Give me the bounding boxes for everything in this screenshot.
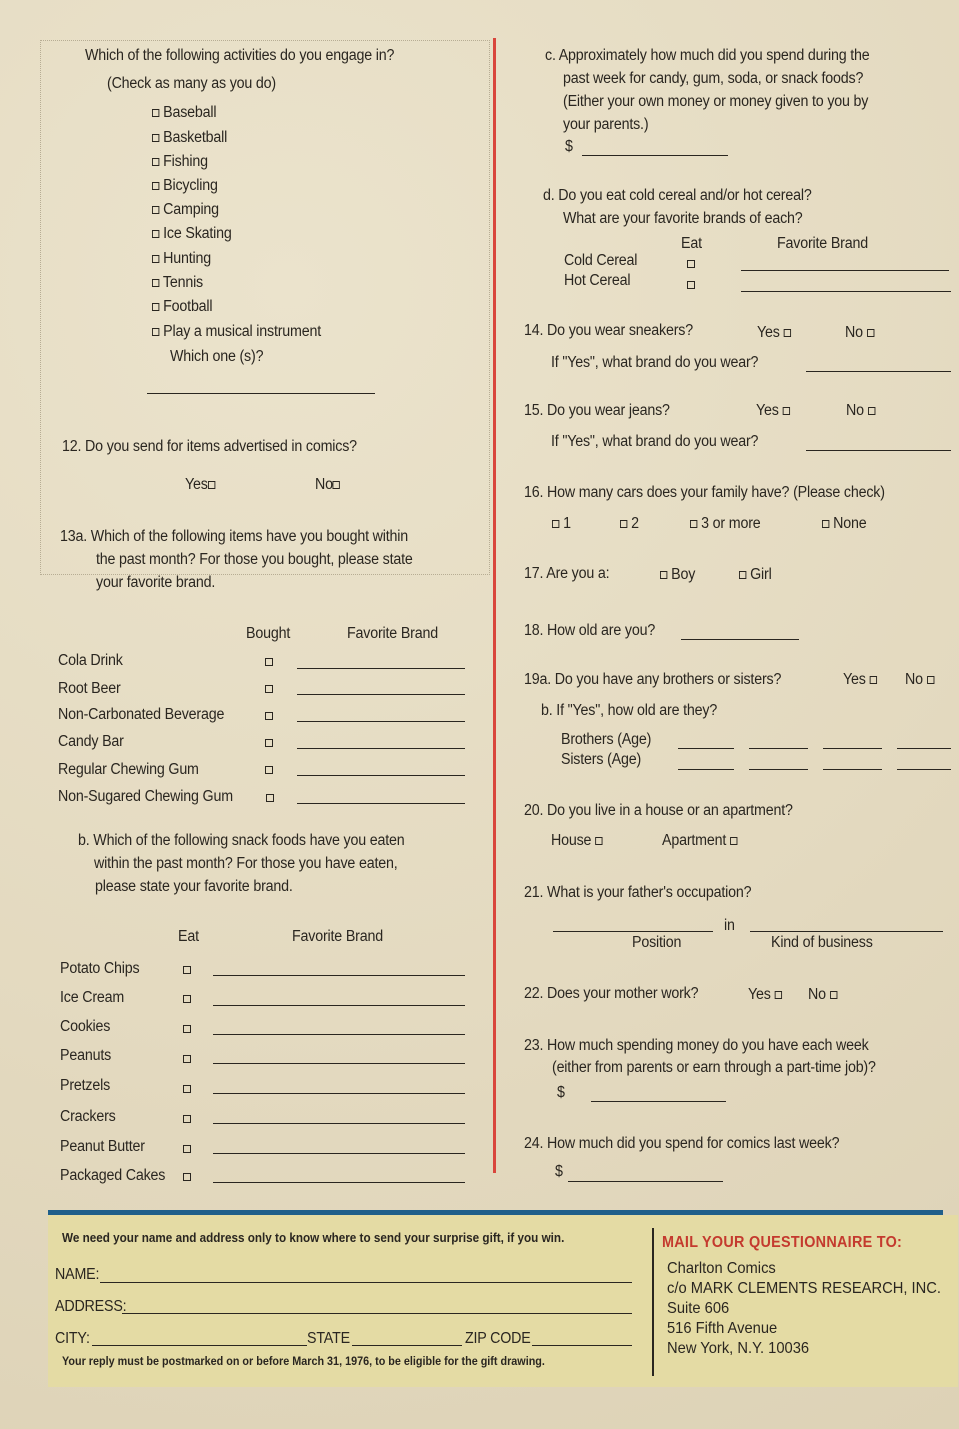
checkbox[interactable]: [774, 991, 781, 999]
q15-followup: If "Yes", what brand do you wear?: [551, 433, 759, 450]
q13c-amount-input[interactable]: [582, 155, 728, 156]
q13b-col-eat: Eat: [178, 928, 199, 945]
address-field[interactable]: [122, 1313, 632, 1314]
q11-option[interactable]: Baseball: [152, 104, 216, 122]
checkbox[interactable]: [595, 837, 602, 845]
q20-house[interactable]: House: [551, 832, 602, 850]
checkbox[interactable]: [152, 109, 159, 117]
checkbox[interactable]: [183, 1055, 191, 1063]
q22-no[interactable]: No: [808, 986, 837, 1004]
checkbox[interactable]: [266, 794, 274, 802]
q13d-col-eat: Eat: [681, 235, 702, 252]
left-question-frame: [40, 40, 490, 575]
q23-line1: 23. How much spending money do you have each week: [524, 1037, 869, 1054]
checkbox[interactable]: [183, 1025, 191, 1033]
checkbox[interactable]: [868, 407, 875, 415]
q22-question: 22. Does your mother work?: [524, 985, 699, 1002]
checkbox[interactable]: [830, 991, 837, 999]
q13b-line3: please state your favorite brand.: [95, 878, 293, 895]
q11-option[interactable]: Hunting: [152, 250, 211, 268]
checkbox[interactable]: [265, 658, 273, 666]
q13d-line2: What are your favorite brands of each?: [563, 210, 803, 227]
checkbox[interactable]: [730, 837, 737, 845]
brand-input[interactable]: [213, 1063, 465, 1064]
zip-label: ZIP CODE: [465, 1330, 531, 1347]
checkbox[interactable]: [183, 995, 191, 1003]
q11-option[interactable]: Football: [152, 298, 212, 316]
checkbox[interactable]: [152, 158, 159, 166]
q11-option[interactable]: Fishing: [152, 153, 208, 171]
q11-option[interactable]: Bicycling: [152, 177, 218, 195]
q13c-line4: your parents.): [563, 116, 649, 133]
brand-input[interactable]: [297, 721, 465, 722]
q13d-col-brand: Favorite Brand: [777, 235, 868, 252]
table-row-label: Non-Carbonated Beverage: [58, 706, 225, 723]
city-label: CITY:: [55, 1330, 90, 1347]
q13c-line2: past week for candy, gum, soda, or snack foods?: [563, 70, 864, 87]
sister-age-input[interactable]: [749, 769, 808, 770]
q11-option[interactable]: Camping: [152, 201, 219, 219]
q15-question: 15. Do you wear jeans?: [524, 402, 670, 419]
q11-option[interactable]: Basketball: [152, 129, 227, 147]
q17-option[interactable]: Boy: [660, 566, 695, 584]
table-row-label: Peanuts: [60, 1047, 112, 1064]
q13c-line3: (Either your own money or money given to you by: [563, 93, 869, 110]
column-divider: [493, 38, 496, 1173]
name-label: NAME:: [55, 1266, 100, 1283]
q14-question: 14. Do you wear sneakers?: [524, 322, 693, 339]
mail-address-line: Charlton Comics: [667, 1260, 776, 1277]
brand-input[interactable]: [297, 775, 465, 776]
q22-yes[interactable]: Yes: [748, 986, 782, 1004]
q19-question: 19a. Do you have any brothers or sisters?: [524, 671, 782, 688]
checkbox[interactable]: [265, 766, 273, 774]
q21-in: in: [724, 917, 735, 934]
checkbox[interactable]: [152, 134, 159, 142]
q14-no[interactable]: No: [845, 324, 874, 342]
table-row-label: Cola Drink: [58, 652, 123, 669]
brand-input[interactable]: [213, 1182, 465, 1183]
table-row-label: Root Beer: [58, 680, 121, 697]
checkbox[interactable]: [783, 329, 790, 337]
checkbox[interactable]: [183, 966, 191, 974]
checkbox[interactable]: [152, 279, 159, 287]
zip-field[interactable]: [532, 1345, 632, 1346]
q14-followup: If "Yes", what brand do you wear?: [551, 354, 759, 371]
q12-question: 12. Do you send for items advertised in comics?: [62, 438, 357, 455]
checkbox[interactable]: [687, 281, 695, 289]
checkbox[interactable]: [822, 520, 829, 528]
sister-age-input[interactable]: [823, 769, 882, 770]
table-row-label: Cold Cereal: [564, 252, 638, 269]
checkbox[interactable]: [867, 329, 874, 337]
checkbox[interactable]: [152, 328, 159, 336]
q24-amount-input[interactable]: [568, 1181, 723, 1182]
mail-address-line: 516 Fifth Avenue: [667, 1320, 778, 1337]
q13a-col-brand: Favorite Brand: [347, 625, 438, 642]
q13a-line1: 13a. Which of the following items have you bought within: [60, 528, 408, 545]
footer-notice: We need your name and address only to know where to send your surprise gift, if you win.: [62, 1230, 565, 1245]
q13b-line1: b. Which of the following snack foods have you eaten: [78, 832, 405, 849]
table-row-label: Potato Chips: [60, 960, 140, 977]
brand-input[interactable]: [297, 694, 465, 695]
sister-age-input[interactable]: [678, 769, 734, 770]
q23-line2: (either from parents or earn through a part-time job)?: [552, 1059, 876, 1076]
footer-rule: [48, 1210, 943, 1215]
q17-option[interactable]: Girl: [739, 566, 772, 584]
table-row-label: Ice Cream: [60, 989, 125, 1006]
checkbox[interactable]: [152, 255, 159, 263]
checkbox[interactable]: [152, 303, 159, 311]
q20-apartment[interactable]: Apartment: [662, 832, 737, 850]
brother-age-input[interactable]: [678, 748, 734, 749]
q13b-line2: within the past month? For those you have eaten,: [94, 855, 398, 872]
q23-amount-input[interactable]: [591, 1101, 726, 1102]
q15-brand-input[interactable]: [806, 450, 951, 451]
brand-input[interactable]: [297, 803, 465, 804]
q11-question: Which of the following activities do you engage in?: [85, 47, 395, 64]
state-field[interactable]: [352, 1345, 462, 1346]
q12-no[interactable]: No: [315, 476, 340, 494]
table-row-label: Regular Chewing Gum: [58, 761, 199, 778]
checkbox[interactable]: [660, 571, 667, 579]
brand-input[interactable]: [213, 1123, 465, 1124]
checkbox[interactable]: [208, 481, 215, 489]
brand-input[interactable]: [297, 668, 465, 669]
table-row-label: Peanut Butter: [60, 1138, 145, 1155]
q13c-dollar: $: [565, 138, 573, 155]
q16-question: 16. How many cars does your family have? (Please check): [524, 484, 885, 501]
q13a-line2: the past month? For those you bought, please state: [96, 551, 413, 568]
state-label: STATE: [307, 1330, 350, 1347]
mail-heading: MAIL YOUR QUESTIONNAIRE TO:: [662, 1234, 903, 1251]
checkbox[interactable]: [265, 685, 273, 693]
brand-input[interactable]: [213, 1005, 465, 1006]
table-row-label: Packaged Cakes: [60, 1167, 166, 1184]
q13b-col-brand: Favorite Brand: [292, 928, 383, 945]
address-label: ADDRESS:: [55, 1298, 127, 1315]
brand-input[interactable]: [741, 291, 951, 292]
checkbox[interactable]: [183, 1173, 191, 1181]
brother-age-input[interactable]: [749, 748, 808, 749]
table-row-label: Cookies: [60, 1018, 111, 1035]
q19-sisters: Sisters (Age): [561, 751, 642, 768]
q21-business-label: Kind of business: [771, 934, 873, 951]
q13a-line3: your favorite brand.: [96, 574, 216, 591]
table-row-label: Non-Sugared Chewing Gum: [58, 788, 233, 805]
checkbox[interactable]: [333, 481, 340, 489]
checkbox[interactable]: [869, 676, 876, 684]
q12-yes[interactable]: Yes: [185, 476, 215, 494]
checkbox[interactable]: [183, 1085, 191, 1093]
checkbox[interactable]: [739, 571, 746, 579]
footer-divider: [652, 1228, 654, 1376]
mail-address-line: Suite 606: [667, 1300, 730, 1317]
q15-no[interactable]: No: [846, 402, 875, 420]
q21-position-input[interactable]: [553, 931, 713, 932]
q19-yes[interactable]: Yes: [843, 671, 877, 689]
q11-option[interactable]: Ice Skating: [152, 225, 232, 243]
checkbox[interactable]: [183, 1115, 191, 1123]
q24-dollar: $: [555, 1163, 563, 1180]
q21-question: 21. What is your father's occupation?: [524, 884, 752, 901]
q21-position-label: Position: [632, 934, 682, 951]
q13d-line1: d. Do you eat cold cereal and/or hot cereal?: [543, 187, 812, 204]
checkbox[interactable]: [265, 739, 273, 747]
brand-input[interactable]: [213, 1034, 465, 1035]
brother-age-input[interactable]: [823, 748, 882, 749]
q20-question: 20. Do you live in a house or an apartment?: [524, 802, 793, 819]
city-field[interactable]: [92, 1345, 307, 1346]
q21-business-input[interactable]: [750, 931, 943, 932]
q17-question: 17. Are you a:: [524, 565, 610, 582]
checkbox[interactable]: [690, 520, 697, 528]
q16-option[interactable]: None: [822, 515, 867, 533]
brand-input[interactable]: [213, 975, 465, 976]
q13a-col-bought: Bought: [246, 625, 291, 642]
checkbox[interactable]: [782, 407, 789, 415]
mail-address-line: New York, N.Y. 10036: [667, 1340, 810, 1357]
mail-address-line: c/o MARK CLEMENTS RESEARCH, INC.: [667, 1280, 942, 1297]
brand-input[interactable]: [297, 748, 465, 749]
postmark-notice: Your reply must be postmarked on or before March 31, 1976, to be eligible for the gift drawing.: [62, 1354, 545, 1368]
checkbox[interactable]: [152, 182, 159, 190]
q18-age-input[interactable]: [681, 639, 799, 640]
checkbox[interactable]: [152, 206, 159, 214]
q11-option[interactable]: Play a musical instrument: [152, 323, 321, 341]
q19-followup: b. If "Yes", how old are they?: [541, 702, 718, 719]
brand-input[interactable]: [213, 1093, 465, 1094]
checkbox[interactable]: [620, 520, 627, 528]
table-row-label: Pretzels: [60, 1077, 111, 1094]
checkbox[interactable]: [265, 712, 273, 720]
table-row-label: Crackers: [60, 1108, 116, 1125]
checkbox[interactable]: [152, 230, 159, 238]
q14-brand-input[interactable]: [806, 371, 951, 372]
q14-yes[interactable]: Yes: [757, 324, 791, 342]
checkbox[interactable]: [183, 1145, 191, 1153]
q16-option[interactable]: 3 or more: [690, 515, 761, 533]
q19-no[interactable]: No: [905, 671, 934, 689]
checkbox[interactable]: [927, 676, 934, 684]
q15-yes[interactable]: Yes: [756, 402, 790, 420]
q16-option[interactable]: 2: [620, 515, 639, 533]
checkbox[interactable]: [552, 520, 559, 528]
q24-question: 24. How much did you spend for comics last week?: [524, 1135, 840, 1152]
q23-dollar: $: [557, 1084, 565, 1101]
table-row-label: Candy Bar: [58, 733, 124, 750]
brand-input[interactable]: [213, 1153, 465, 1154]
q19-brothers: Brothers (Age): [561, 731, 652, 748]
q13c-line1: c. Approximately how much did you spend during the: [545, 47, 870, 64]
q11-instrument-input[interactable]: [147, 393, 375, 394]
table-row-label: Hot Cereal: [564, 272, 631, 289]
brand-input[interactable]: [741, 270, 949, 271]
q11-followup: Which one (s)?: [170, 348, 264, 365]
q11-instruction: (Check as many as you do): [107, 75, 276, 92]
q11-option[interactable]: Tennis: [152, 274, 203, 292]
name-field[interactable]: [100, 1282, 632, 1283]
sister-age-input[interactable]: [897, 769, 951, 770]
q18-question: 18. How old are you?: [524, 622, 656, 639]
checkbox[interactable]: [687, 260, 695, 268]
q16-option[interactable]: 1: [552, 515, 571, 533]
brother-age-input[interactable]: [897, 748, 951, 749]
